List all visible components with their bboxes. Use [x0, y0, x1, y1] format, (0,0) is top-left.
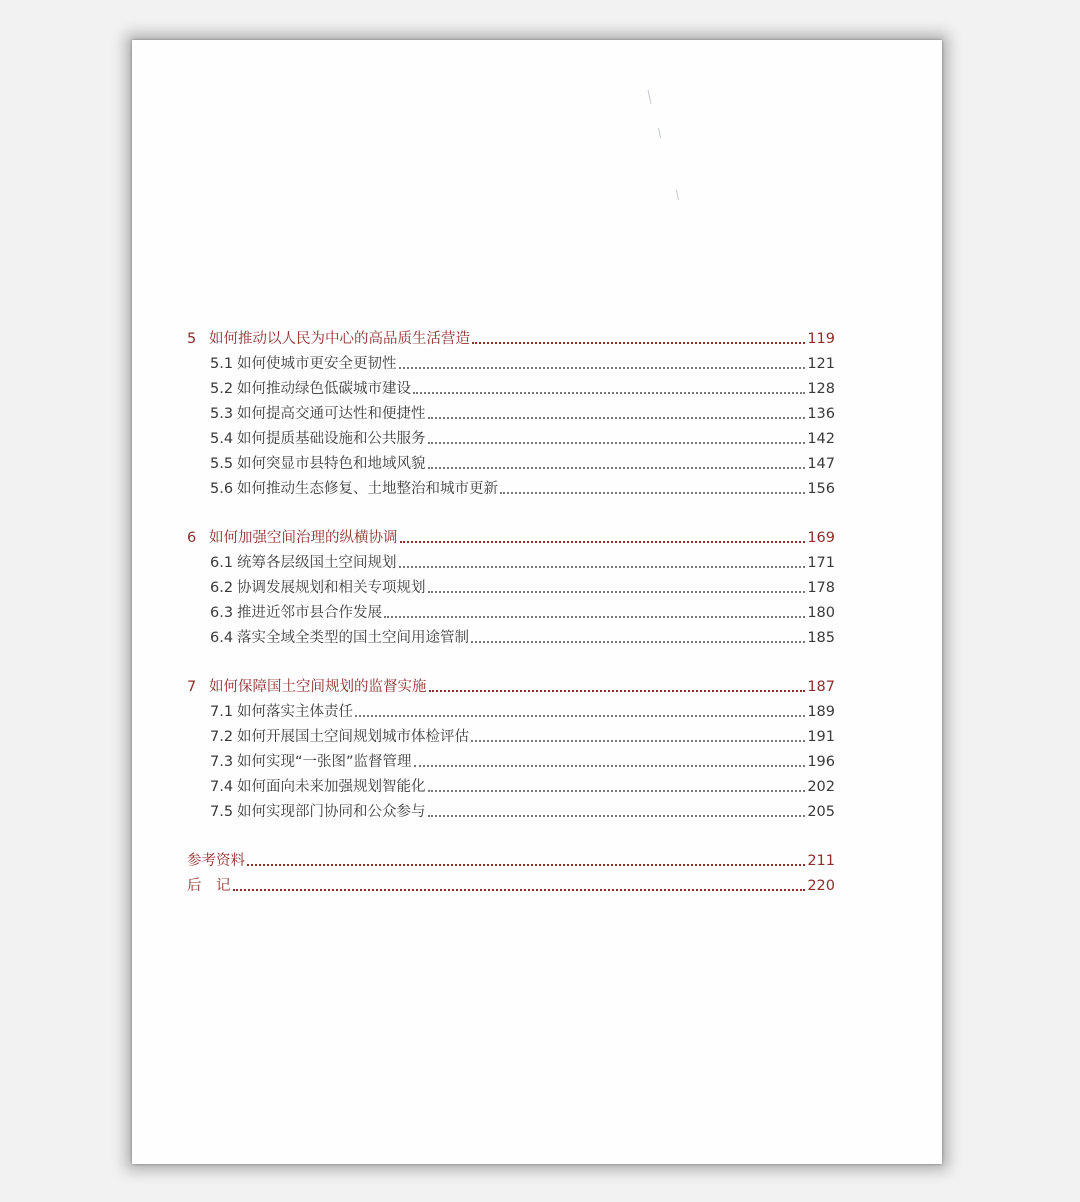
toc-page-number: 156 — [807, 481, 835, 497]
toc-title: 如何实现“一张图”监督管理 — [237, 754, 412, 770]
toc-page-number: 180 — [807, 605, 835, 621]
toc-section-7-4[interactable] — [210, 772, 835, 796]
toc-chapter-6[interactable] — [187, 523, 835, 547]
leader-dots — [355, 713, 805, 717]
leader-dots — [247, 862, 805, 866]
toc-section-7-2[interactable] — [210, 722, 835, 746]
toc-section-7-3[interactable] — [210, 747, 835, 771]
toc-number: 6.4 — [210, 630, 234, 646]
toc-number: 6.3 — [210, 605, 234, 621]
leader-dots — [472, 340, 805, 344]
toc-page-number: 171 — [807, 555, 835, 571]
toc-page-number: 185 — [807, 630, 835, 646]
leader-dots — [399, 365, 806, 369]
toc-page-number: 178 — [807, 580, 835, 596]
toc-chapter-5[interactable] — [187, 324, 835, 348]
leader-dots — [399, 564, 806, 568]
leader-dots — [428, 589, 806, 593]
toc-number: 6.2 — [210, 580, 234, 596]
toc-title: 如何突显市县特色和地域风貌 — [237, 456, 426, 472]
toc-number: 5.3 — [210, 406, 234, 422]
toc-title: 如何提高交通可达性和便捷性 — [237, 406, 426, 422]
leader-dots — [384, 614, 805, 618]
toc-section-5-5[interactable] — [210, 449, 835, 473]
leader-dots — [428, 440, 806, 444]
toc-title: 落实全域全类型的国土空间用途管制 — [237, 630, 469, 646]
toc-page-number: 128 — [807, 381, 835, 397]
toc-section-5-2[interactable] — [210, 374, 835, 398]
toc-page-number: 142 — [807, 431, 835, 447]
toc-section-6-1[interactable] — [210, 548, 835, 572]
toc-title: 如何推动绿色低碳城市建设 — [237, 381, 411, 397]
toc-number: 5.6 — [210, 481, 234, 497]
toc-title: 后 记 — [187, 878, 231, 894]
toc-afterword[interactable] — [187, 871, 835, 895]
toc-title: 如何开展国土空间规划城市体检评估 — [237, 729, 469, 745]
toc-page-number: 189 — [807, 704, 835, 720]
toc-title: 如何推动生态修复、土地整治和城市更新 — [237, 481, 498, 497]
leader-dots — [428, 415, 806, 419]
toc-number: 5 — [187, 331, 197, 347]
toc-section-5-4[interactable] — [210, 424, 835, 448]
leader-dots — [471, 639, 805, 643]
toc-title: 如何实现部门协同和公众参与 — [237, 804, 426, 820]
toc-section-6-4[interactable] — [210, 623, 835, 647]
toc-page-number: 147 — [807, 456, 835, 472]
document-page — [132, 40, 942, 1164]
toc-page-number: 121 — [807, 356, 835, 372]
toc-title: 如何面向未来加强规划智能化 — [237, 779, 426, 795]
toc-page-number: 211 — [807, 853, 835, 869]
toc-page-number: 191 — [807, 729, 835, 745]
leader-dots — [413, 390, 805, 394]
toc-title: 统筹各层级国土空间规划 — [237, 555, 397, 571]
toc-number: 5.5 — [210, 456, 234, 472]
toc-title: 参考资料 — [187, 853, 245, 869]
leader-dots — [414, 763, 806, 767]
leader-dots — [233, 887, 806, 891]
toc-number: 7 — [187, 679, 197, 695]
toc-section-7-5[interactable] — [210, 797, 835, 821]
toc-page-number: 220 — [807, 878, 835, 894]
toc-number: 7.4 — [210, 779, 234, 795]
toc-number: 7.1 — [210, 704, 234, 720]
toc-page-number: 187 — [807, 679, 835, 695]
leader-dots — [428, 465, 806, 469]
table-of-contents — [132, 40, 942, 1164]
toc-number: 7.3 — [210, 754, 234, 770]
leader-dots — [400, 539, 806, 543]
toc-title: 如何加强空间治理的纵横协调 — [209, 530, 398, 546]
toc-section-5-1[interactable] — [210, 349, 835, 373]
leader-dots — [428, 813, 806, 817]
toc-title: 如何落实主体责任 — [237, 704, 353, 720]
leader-dots — [500, 490, 805, 494]
toc-number: 6 — [187, 530, 197, 546]
leader-dots — [471, 738, 805, 742]
toc-number: 5.1 — [210, 356, 234, 372]
toc-section-6-3[interactable] — [210, 598, 835, 622]
toc-number: 6.1 — [210, 555, 234, 571]
toc-number: 7.5 — [210, 804, 234, 820]
toc-page-number: 202 — [807, 779, 835, 795]
toc-page-number: 169 — [807, 530, 835, 546]
toc-number: 5.4 — [210, 431, 234, 447]
toc-section-7-1[interactable] — [210, 697, 835, 721]
toc-references[interactable] — [187, 846, 835, 870]
leader-dots — [429, 688, 806, 692]
toc-title: 推进近邻市县合作发展 — [237, 605, 382, 621]
toc-title: 协调发展规划和相关专项规划 — [237, 580, 426, 596]
toc-page-number: 205 — [807, 804, 835, 820]
toc-number: 7.2 — [210, 729, 234, 745]
toc-number: 5.2 — [210, 381, 234, 397]
toc-title: 如何使城市更安全更韧性 — [237, 356, 397, 372]
toc-section-6-2[interactable] — [210, 573, 835, 597]
leader-dots — [428, 788, 806, 792]
toc-title: 如何提质基础设施和公共服务 — [237, 431, 426, 447]
toc-section-5-6[interactable] — [210, 474, 835, 498]
toc-section-5-3[interactable] — [210, 399, 835, 423]
toc-title: 如何保障国土空间规划的监督实施 — [209, 679, 427, 695]
toc-page-number: 196 — [807, 754, 835, 770]
toc-page-number: 119 — [807, 331, 835, 347]
toc-page-number: 136 — [807, 406, 835, 422]
toc-chapter-7[interactable] — [187, 672, 835, 696]
toc-title: 如何推动以人民为中心的高品质生活营造 — [209, 331, 470, 347]
